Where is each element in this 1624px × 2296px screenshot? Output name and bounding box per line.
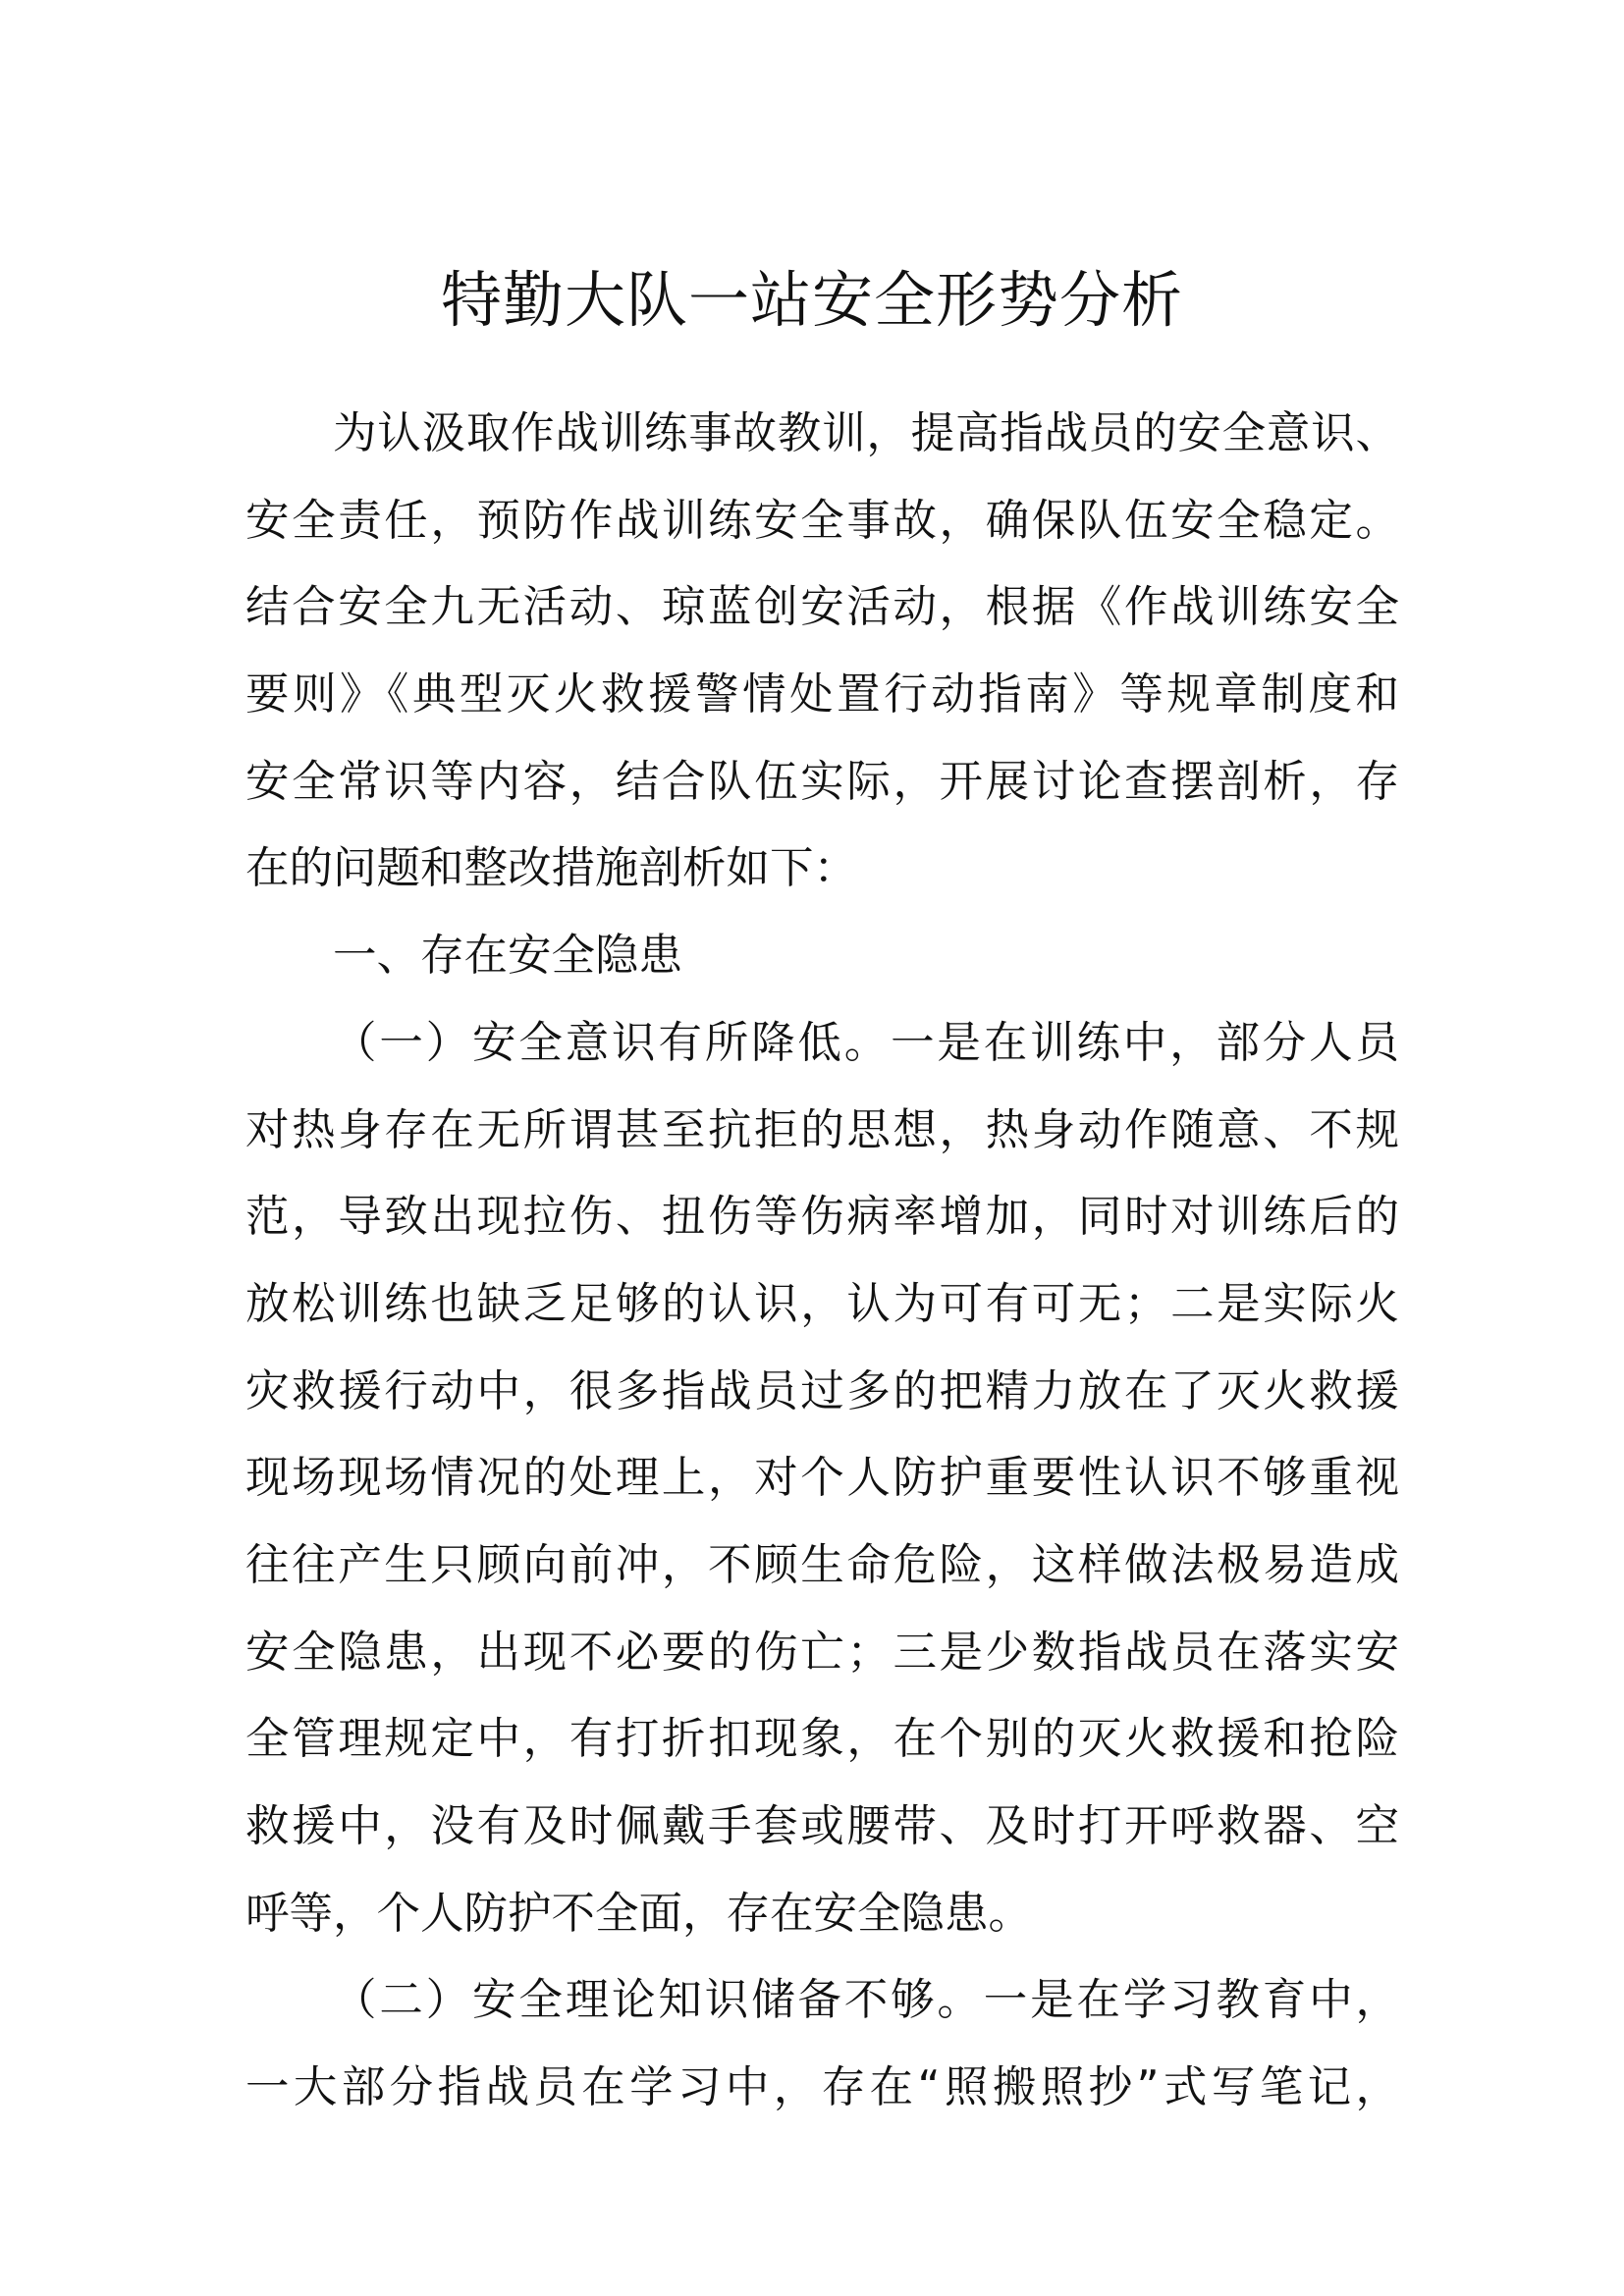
paragraph-line: 对热身存在无所谓甚至抗拒的思想，热身动作随意、不规 [245, 1104, 1399, 1155]
paragraph-line: 在的问题和整改措施剖析如下： [245, 843, 858, 894]
paragraph-line: 放松训练也缺乏足够的认识，认为可有可无；二是实际火 [245, 1278, 1399, 1329]
paragraph-line: 要则》《典型灭火救援警情处置行动指南》等规章制度和 [245, 669, 1399, 721]
paragraph-line: （二）安全理论知识储备不够。一是在学习教育中， [333, 1975, 1399, 2026]
paragraph-line: 往往产生只顾向前冲，不顾生命危险，这样做法极易造成 [245, 1539, 1399, 1590]
paragraph-line: 全管理规定中，有打折扣现象，在个别的灭火救援和抢险 [245, 1714, 1399, 1765]
document-body [245, 391, 1399, 2132]
paragraph-line: 安全责任，预防作战训练安全事故，确保队伍安全稳定。 [245, 495, 1399, 546]
paragraph-line: 救援中，没有及时佩戴手套或腰带、及时打开呼救器、空 [245, 1801, 1399, 1851]
paragraph-line: 安全常识等内容，结合队伍实际，开展讨论查摆剖析，存 [245, 756, 1399, 807]
paragraph-line: （一）安全意识有所降低。一是在训练中，部分人员 [333, 1017, 1399, 1068]
paragraph-line: 安全隐患，出现不必要的伤亡；三是少数指战员在落实安 [245, 1627, 1399, 1678]
document-title: 特勤大队一站安全形势分析 [440, 263, 1183, 336]
paragraph-line: 结合安全九无活动、琼蓝创安活动，根据《作战训练安全 [245, 582, 1399, 633]
paragraph-line: 灾救援行动中，很多指战员过多的把精力放在了灭火救援 [245, 1365, 1399, 1416]
paragraph-line: 为认汲取作战训练事故教训，提高指战员的安全意识、 [333, 408, 1399, 458]
paragraph-line: 范，导致出现拉伤、扭伤等伤病率增加，同时对训练后的 [245, 1192, 1399, 1243]
section-heading: 一、存在安全隐患 [333, 931, 683, 982]
paragraph-line: 一大部分指战员在学习中，存在“照搬照抄”式写笔记， [245, 2062, 1399, 2113]
paragraph-line: 呼等，个人防护不全面，存在安全隐患。 [245, 1888, 1033, 1939]
paragraph-line: 现场现场情况的处理上，对个人防护重要性认识不够重视 [245, 1453, 1399, 1504]
